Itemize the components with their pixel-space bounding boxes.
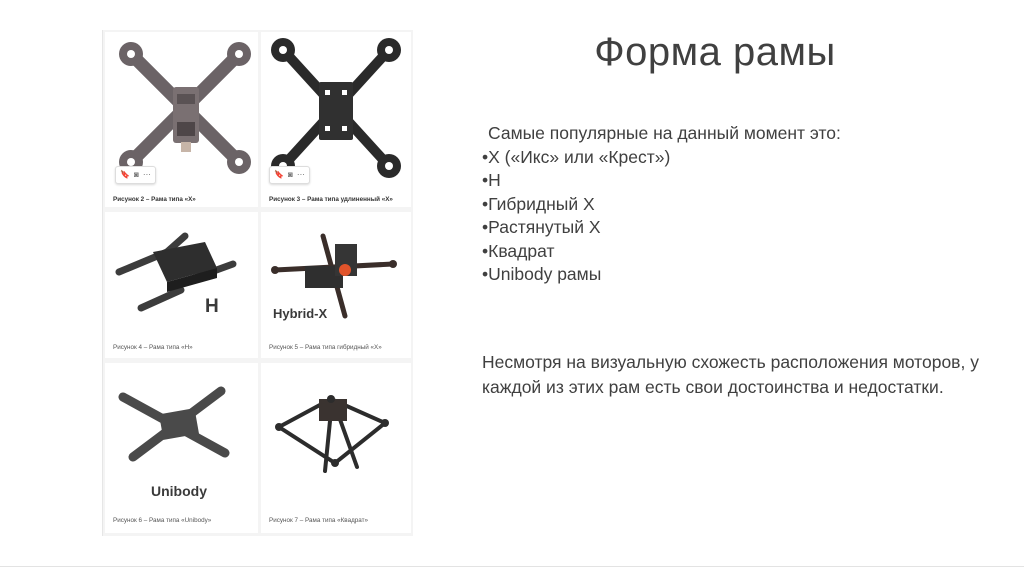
list-item: •Unibody рамы — [482, 264, 602, 284]
camera-icon[interactable]: ◙ — [287, 170, 293, 179]
list-item: •X («Икс» или «Крест») — [482, 146, 671, 167]
figure-caption: Рисунок 2 – Рама типа «X» — [113, 196, 196, 203]
bookmark-icon[interactable]: 🔖 — [274, 170, 284, 179]
list-item: •Растянутый X — [482, 217, 601, 237]
list-item: •Гибридный X — [482, 193, 595, 214]
image-toolbar[interactable] — [269, 166, 310, 184]
frame-types-list — [482, 122, 841, 287]
figure-stretched-x-frame — [261, 32, 411, 207]
x-frame-image — [105, 32, 258, 182]
unibody-label: Unibody — [151, 483, 207, 499]
figure-caption: Рисунок 7 – Рама типа «Квадрат» — [269, 517, 369, 524]
list-item: •Квадрат — [482, 240, 555, 261]
bottom-divider — [0, 566, 1024, 567]
bookmark-icon[interactable]: 🔖 — [120, 170, 130, 179]
summary-paragraph: Несмотря на визуальную схожесть расположения моторов, у каждой из этих рам есть свои достоинства и недостатки. — [482, 352, 979, 397]
figure-caption: Рисунок 3 – Рама типа удлиненный «X» — [269, 196, 393, 203]
figure-hybrid-x-frame — [261, 212, 411, 358]
figure-caption: Рисунок 4 – Рама типа «H» — [113, 344, 193, 351]
unibody-frame-image — [105, 363, 258, 473]
camera-icon[interactable]: ◙ — [133, 170, 139, 179]
figure-unibody-frame — [105, 363, 258, 533]
more-icon[interactable]: ⋯ — [142, 170, 151, 179]
figure-panel — [102, 30, 413, 536]
figure-caption: Рисунок 5 – Рама типа гибридный «X» — [269, 344, 382, 351]
slide-title: Форма рамы — [594, 30, 836, 74]
figure-square-frame — [261, 363, 411, 533]
list-intro: Самые популярные на данный момент это: — [488, 123, 841, 143]
h-frame-image — [105, 212, 258, 332]
more-icon[interactable]: ⋯ — [296, 170, 305, 179]
figure-h-frame — [105, 212, 258, 358]
square-frame-image — [261, 363, 411, 493]
image-toolbar[interactable] — [115, 166, 156, 184]
h-label: H — [205, 296, 219, 317]
stretched-x-frame-image — [261, 32, 411, 182]
figure-x-frame — [105, 32, 258, 207]
figure-caption: Рисунок 6 – Рама типа «Unibody» — [113, 517, 212, 524]
hybrid-x-label: Hybrid-X — [273, 306, 328, 321]
list-item: •H — [482, 170, 501, 190]
